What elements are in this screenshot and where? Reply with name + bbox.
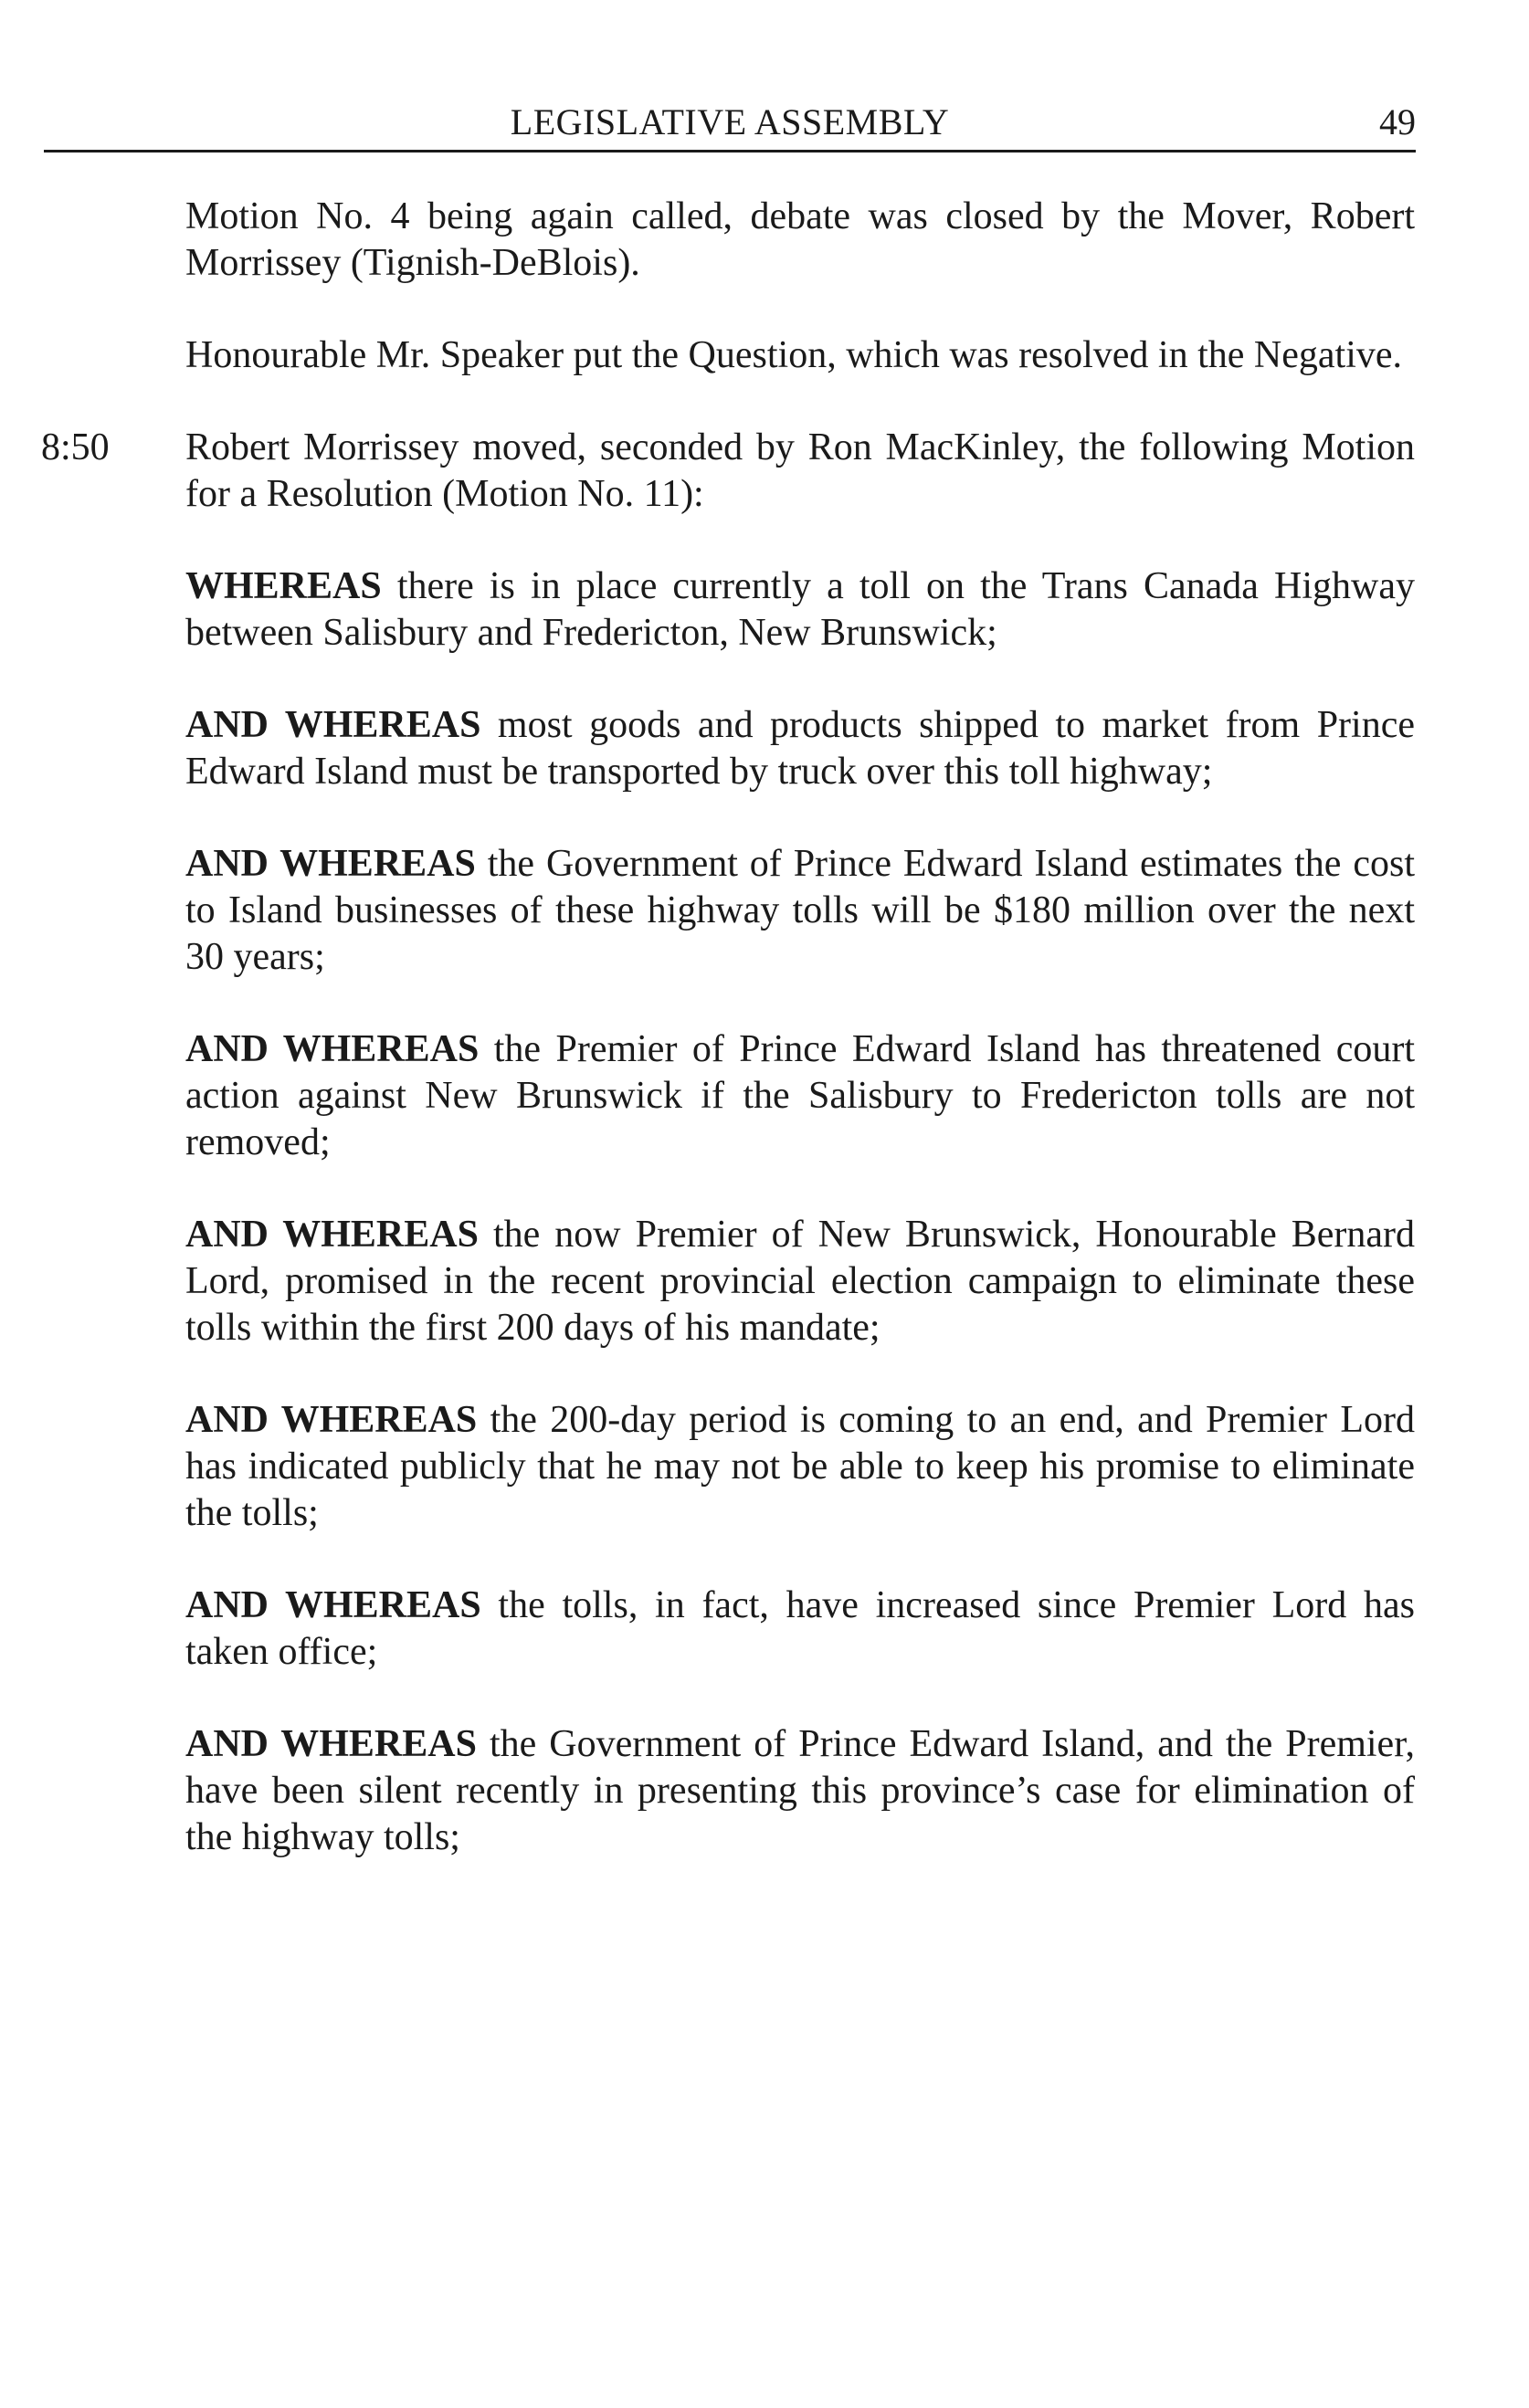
clause-text: most goods and products shipped to market from Prince Edward Island must be transported by truck over this toll highway;	[185, 704, 1415, 793]
whereas-clause	[185, 702, 1415, 795]
paragraph-text: Robert Morrissey moved, seconded by Ron MacKinley, the following Motion for a Resolution (Motion No. 11):	[185, 426, 1415, 515]
clause-lead: AND WHEREAS	[185, 843, 476, 885]
whereas-clause	[185, 1721, 1415, 1861]
whereas-clause	[185, 1583, 1415, 1676]
clause-lead: AND WHEREAS	[185, 1723, 477, 1765]
clause-lead: AND WHEREAS	[185, 1214, 479, 1256]
clause-text: there is in place currently a toll on the Trans Canada Highway between Salisbury and Fredericton, New Brunswick;	[185, 565, 1415, 654]
time-stamp: 8:50	[41, 426, 110, 468]
clause-text: the now Premier of New Brunswick, Honourable Bernard Lord, promised in the recent provincial election campaign to eliminate these tolls within the first 200 days of his mandate;	[185, 1214, 1415, 1349]
running-title: LEGISLATIVE ASSEMBLY	[510, 101, 950, 142]
whereas-clause	[185, 563, 1415, 657]
clause-text: the Premier of Prince Edward Island has threatened court action against New Brunswick if the Salisbury to Fredericton tolls are not removed;	[185, 1028, 1415, 1163]
paragraph-motion-4-closed	[185, 194, 1415, 287]
clause-text: the 200-day period is coming to an end, and Premier Lord has indicated publicly that he may not be able to keep his promise to eliminate the tolls;	[185, 1399, 1415, 1534]
paragraph-motion-11-moved	[41, 425, 1415, 518]
document-body	[41, 194, 1416, 1907]
whereas-clause	[185, 1397, 1415, 1537]
whereas-clause	[185, 1212, 1415, 1351]
clause-lead: AND WHEREAS	[185, 704, 481, 746]
paragraph-text: Honourable Mr. Speaker put the Question, which was resolved in the Negative.	[185, 334, 1403, 376]
clause-lead: AND WHEREAS	[185, 1399, 478, 1441]
whereas-clause	[185, 1026, 1415, 1166]
clause-text: the Government of Prince Edward Island, and the Premier, have been silent recently in presenting this province’s case for elimination of the highway tolls;	[185, 1723, 1416, 1858]
clause-lead: AND WHEREAS	[185, 1584, 481, 1626]
paragraph-text: Motion No. 4 being again called, debate was closed by the Mover, Robert Morrissey (Tignish-DeBlois).	[185, 195, 1415, 284]
running-header	[44, 99, 1416, 152]
clause-text: the Government of Prince Edward Island estimates the cost to Island businesses of these highway tolls will be $180 million over the next 30 years;	[185, 843, 1416, 978]
whereas-clause	[185, 841, 1415, 981]
page-number: 49	[1379, 101, 1416, 142]
clause-lead: WHEREAS	[185, 565, 382, 607]
clause-lead: AND WHEREAS	[185, 1028, 480, 1070]
clause-text: the tolls, in fact, have increased since Premier Lord has taken office;	[185, 1584, 1415, 1673]
paragraph-question-negative	[185, 332, 1415, 379]
